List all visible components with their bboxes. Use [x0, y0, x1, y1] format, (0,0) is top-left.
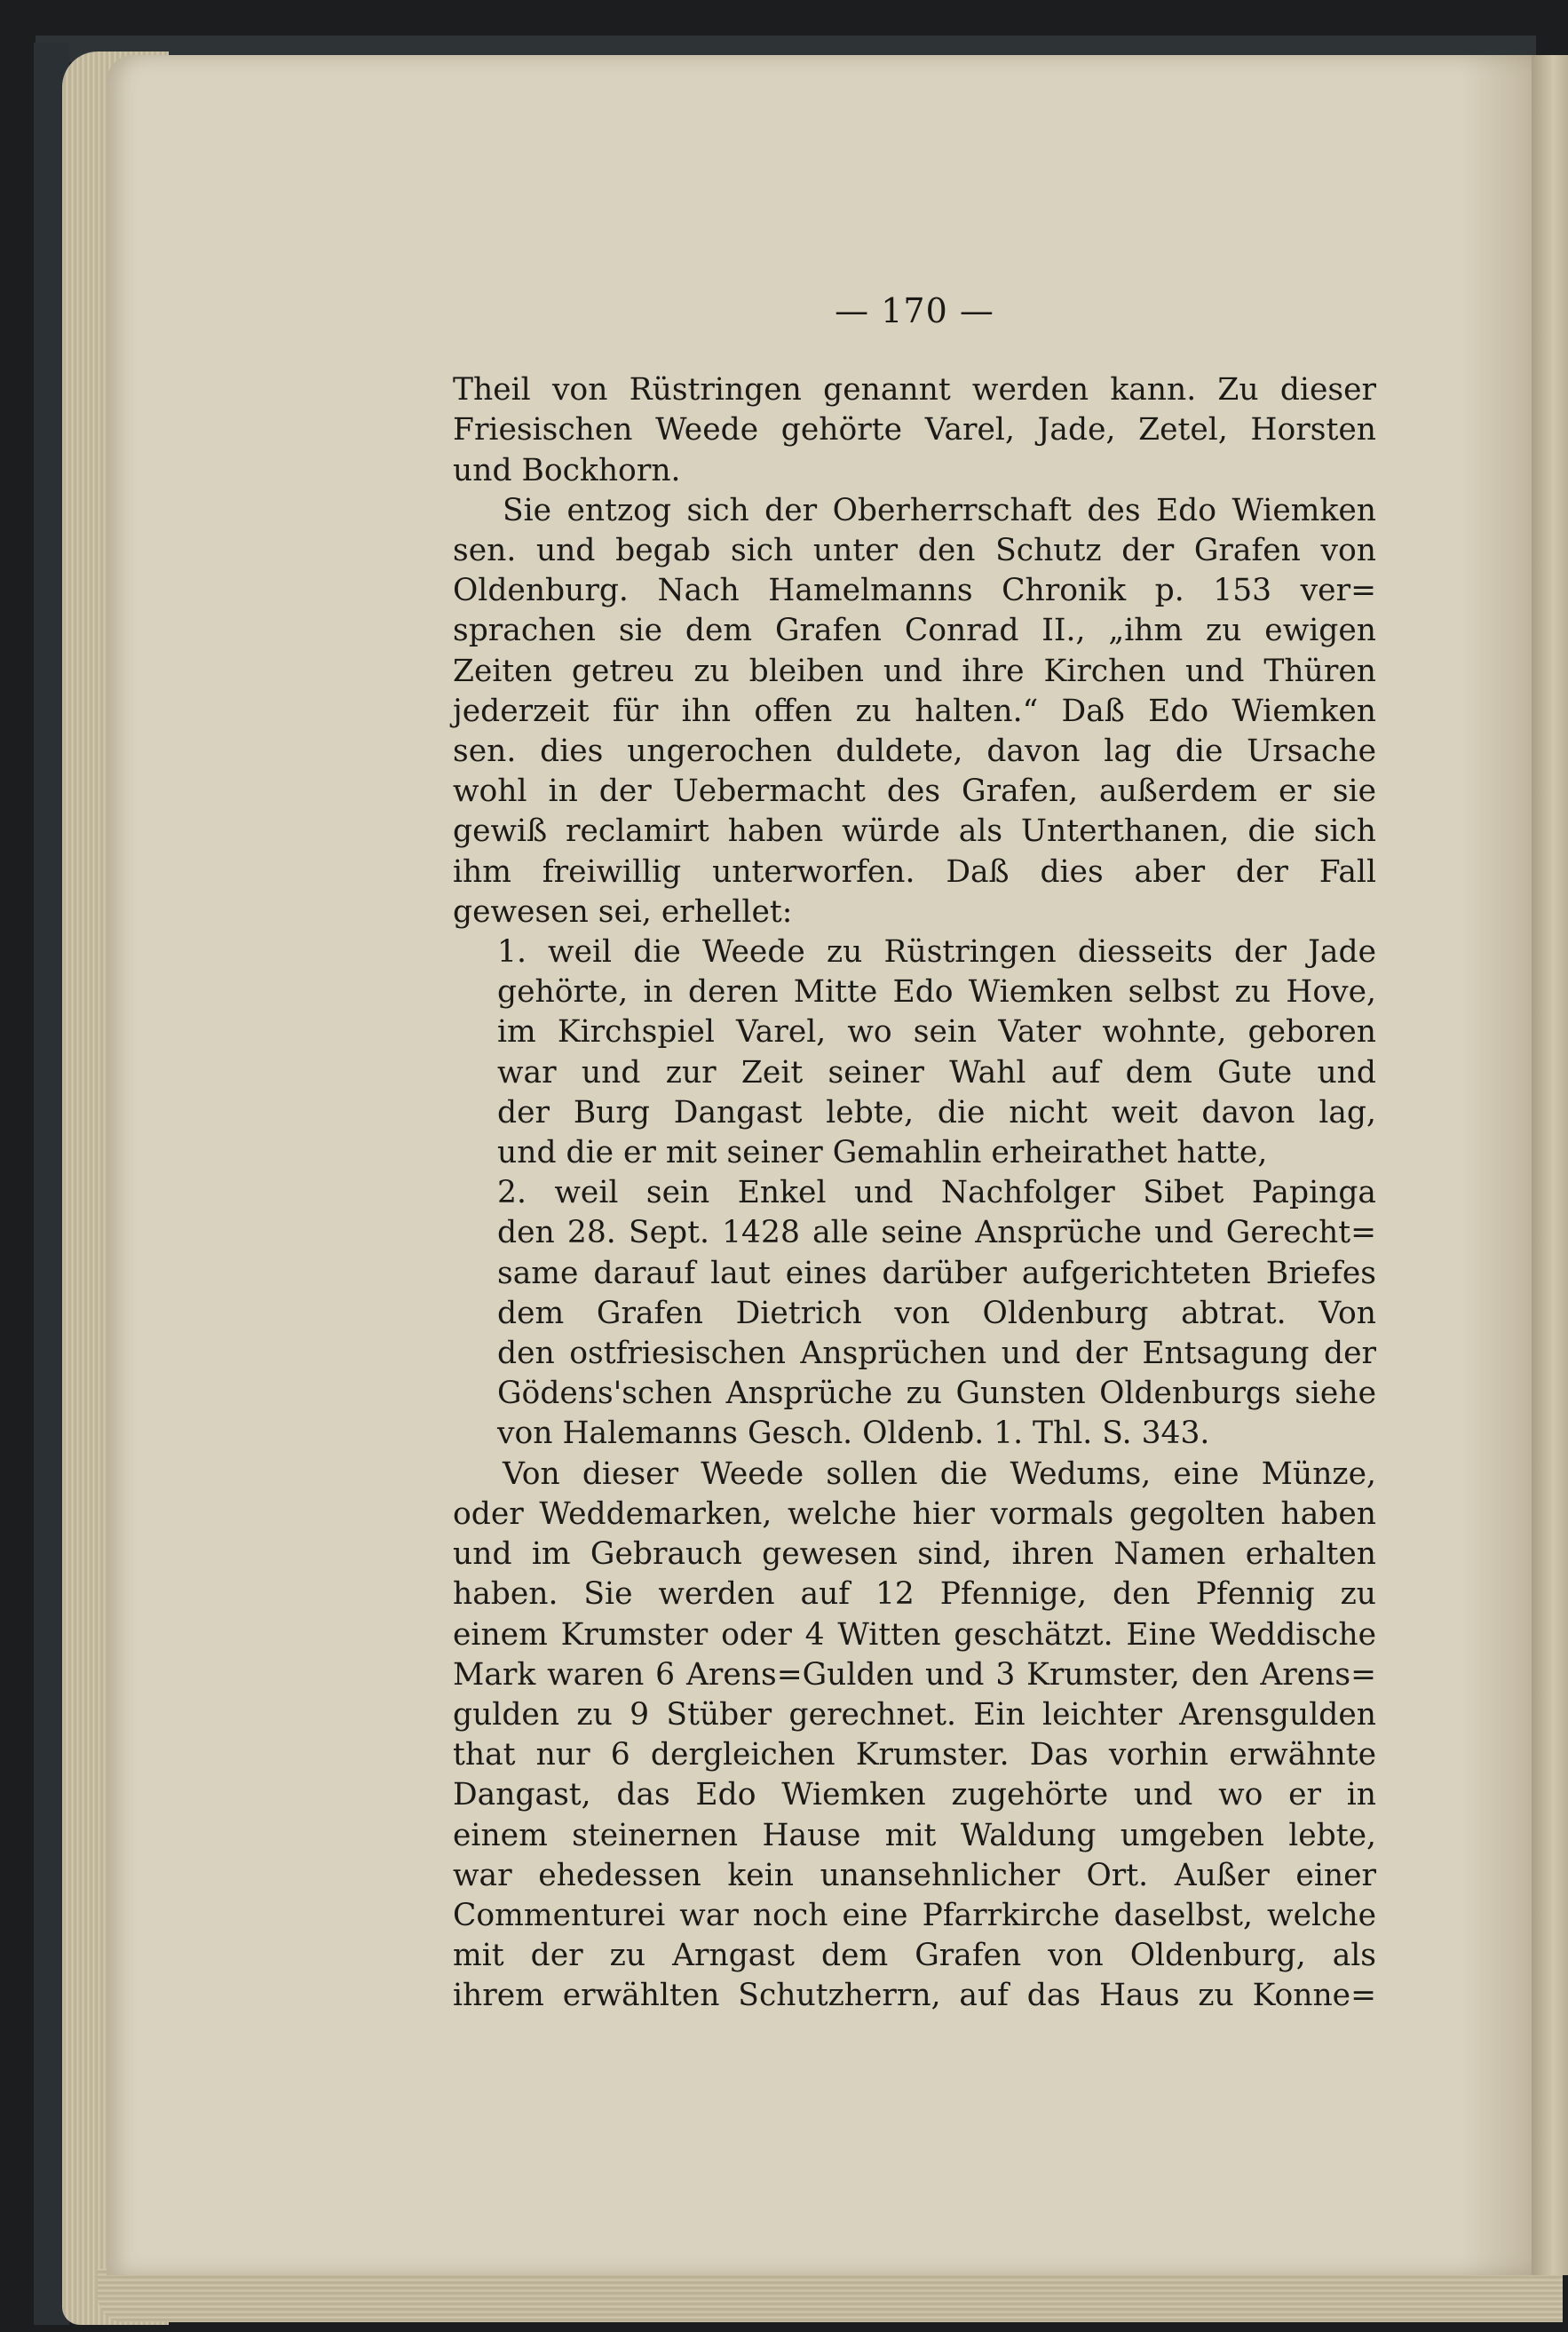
page-gutter-shadow	[1461, 55, 1532, 2275]
text-line: Commenturei war noch eine Pfarrkirche daselbst, welche	[453, 1897, 1376, 1933]
text-line: sen. und begab sich unter den Schutz der Grafen von	[453, 533, 1376, 569]
text-line: einem steinernen Hause mit Waldung umgeben lebte,	[453, 1817, 1376, 1853]
page-number: — 170 —	[835, 291, 994, 330]
text-line: im Kirchspiel Varel, wo sein Vater wohnte, geboren	[497, 1014, 1376, 1051]
text-line: Oldenburg. Nach Hamelmanns Chronik p. 153 ver=	[453, 573, 1376, 609]
text-line: haben. Sie werden auf 12 Pfennige, den Pfennig zu	[453, 1576, 1376, 1613]
text-line: gehörte, in deren Mitte Edo Wiemken selbst zu Hove,	[497, 974, 1376, 1011]
text-line: mit der zu Arngast dem Grafen von Oldenburg, als	[453, 1938, 1376, 1974]
text-line: gewiß reclamirt haben würde als Unterthanen, die sich	[453, 813, 1376, 850]
text-line: jederzeit für ihn offen zu halten.“ Daß Edo Wiemken	[453, 693, 1376, 729]
text-line: sen. dies ungerochen duldete, davon lag die Ursache	[453, 734, 1376, 770]
text-line: Dangast, das Edo Wiemken zugehörte und wo er in	[453, 1777, 1376, 1813]
text-line: that nur 6 dergleichen Krumster. Das vorhin erwähnte	[453, 1737, 1376, 1773]
text-line: den ostfriesischen Ansprüchen und der Entsagung der	[497, 1336, 1376, 1372]
text-line: war ehedessen kein unansehnlicher Ort. Außer einer	[453, 1857, 1376, 1893]
facing-page-edge	[1532, 55, 1568, 2275]
text-line: war und zur Zeit seiner Wahl auf dem Gute und	[497, 1054, 1376, 1091]
text-line: gulden zu 9 Stüber gerechnet. Ein leichter Arensgulden	[453, 1696, 1376, 1733]
text-line: same darauf laut eines darüber aufgerichteten Briefes	[497, 1255, 1376, 1291]
text-line: Gödens'schen Ansprüche zu Gunsten Oldenburgs siehe	[497, 1376, 1376, 1412]
page-edges-bottom	[98, 2269, 1563, 2322]
text-line: einem Krumster oder 4 Witten geschätzt. Eine Weddische	[453, 1616, 1376, 1653]
text-line: Mark waren 6 Arens=Gulden und 3 Krumster, den Arens=	[453, 1656, 1376, 1693]
text-line: wohl in der Uebermacht des Grafen, außerdem er sie	[453, 773, 1376, 810]
text-line: Friesischen Weede gehörte Varel, Jade, Zetel, Horsten	[453, 412, 1376, 448]
text-line: und im Gebrauch gewesen sind, ihren Namen erhalten	[453, 1536, 1376, 1573]
text-line: und Bockhorn.	[453, 452, 681, 488]
text-line: und die er mit seiner Gemahlin erheirathet hatte,	[497, 1135, 1268, 1171]
text-line: Theil von Rüstringen genannt werden kann. Zu dieser	[453, 372, 1376, 408]
list-item-1: 1. weil die Weede zu Rüstringen diesseits der Jade	[497, 934, 1376, 971]
text-line: der Burg Dangast lebte, die nicht weit davon lag,	[497, 1094, 1376, 1130]
text-line: den 28. Sept. 1428 alle seine Ansprüche und Gerecht=	[497, 1215, 1376, 1251]
text-line: sprachen sie dem Grafen Conrad II., „ihm zu ewigen	[453, 613, 1376, 649]
text-line: dem Grafen Dietrich von Oldenburg abtrat. Von	[497, 1295, 1376, 1331]
text-line: von Halemanns Gesch. Oldenb. 1. Thl. S. 343.	[497, 1416, 1210, 1452]
page-text	[453, 266, 1376, 2017]
list-item-2: 2. weil sein Enkel und Nachfolger Sibet Papinga	[497, 1175, 1376, 1211]
text-line: gewesen sei, erhellet:	[453, 893, 793, 930]
text-line: ihm freiwillig unterworfen. Daß dies aber der Fall	[453, 853, 1376, 890]
text-line: Von dieser Weede sollen die Wedums, eine Münze,	[503, 1456, 1376, 1492]
text-line: Sie entzog sich der Oberherrschaft des Edo Wiemken	[503, 492, 1376, 528]
text-line: ihrem erwählten Schutzherrn, auf das Haus zu Konne=	[453, 1978, 1376, 2014]
text-line: oder Weddemarken, welche hier vormals gegolten haben	[453, 1495, 1376, 1532]
text-line: Zeiten getreu zu bleiben und ihre Kirchen und Thüren	[453, 653, 1376, 689]
